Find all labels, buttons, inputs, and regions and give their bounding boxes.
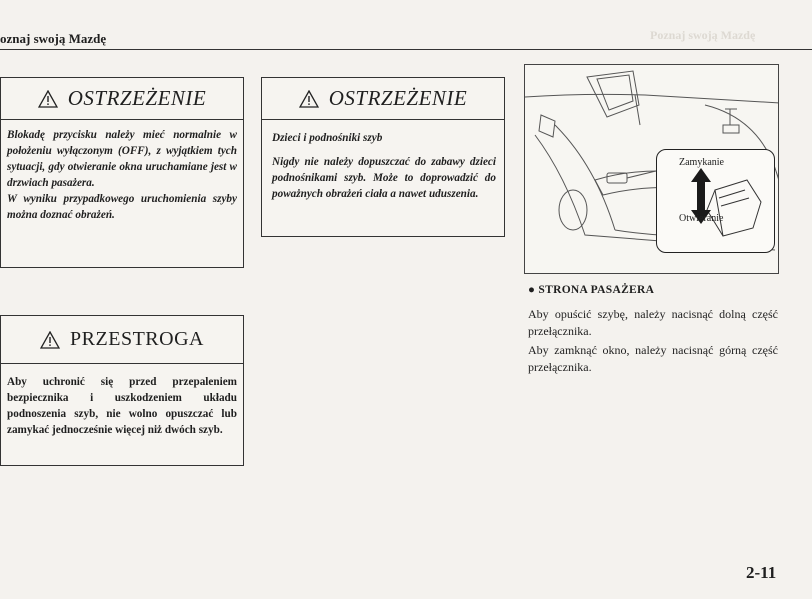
passenger-para-1: Aby opuścić szybę, należy nacisnąć dolną część przełącznika. xyxy=(528,307,778,338)
warning-box-2-body xyxy=(262,120,504,202)
passenger-para-2: Aby zamknąć okno, należy nacisnąć górną część przełącznika. xyxy=(528,343,778,374)
warning-box-2-title: OSTRZEŻENIE xyxy=(328,86,468,110)
caution-box xyxy=(0,315,244,466)
warning-box-1-header xyxy=(1,78,243,120)
section-title-passenger: ● STRONA PASAŻERA xyxy=(528,284,655,296)
warning-box-2-subhead: Dzieci i podnośniki szyb xyxy=(272,132,383,144)
caution-box-body xyxy=(1,364,243,438)
caution-box-para-1: Aby uchronić się przed przepaleniem bezpiecznika i uszkodzeniem układu podnoszenia szyb, nie wolno opuszczać lub zamykać jednocześnie więcej niż dwóch szyb. xyxy=(7,376,237,436)
warning-box-1-para-2: W wyniku przypadkowego uruchomienia szyby można doznać obrażeń. xyxy=(7,193,237,221)
page-number: 2-11 xyxy=(746,563,777,582)
warning-box-2-header xyxy=(262,78,504,120)
header-rule xyxy=(0,49,812,50)
caution-box-header xyxy=(1,316,243,364)
warning-box-2 xyxy=(261,77,505,237)
warning-box-1 xyxy=(0,77,244,268)
warning-triangle-icon xyxy=(38,90,58,108)
running-header: oznaj swoją Mazdę xyxy=(0,31,107,46)
warning-triangle-icon xyxy=(40,331,60,349)
warning-box-2-para-1: Nigdy nie należy dopuszczać do zabawy dzieci podnośnikami szyb. Może to doprowadzić do poważnych obrażeń ciała a nawet uduszenia. xyxy=(272,156,496,200)
switch-closeup xyxy=(657,150,776,254)
warning-box-1-body xyxy=(1,120,243,223)
caution-box-title: PRZESTROGA xyxy=(70,328,204,350)
bleed-through-header: Poznaj swoją Mazdę xyxy=(650,28,756,42)
label-close: Zamykanie xyxy=(679,157,724,168)
warning-box-1-para-1: Blokadę przycisku należy mieć normalnie w położeniu wyłączonym (OFF), z wyjątkiem tych sytuacji, gdy otwieranie okna uruchamiane jest w drzwiach pasażera. xyxy=(7,129,237,189)
switch-callout xyxy=(656,149,775,253)
warning-triangle-icon xyxy=(299,90,319,108)
label-open: Otwieranie xyxy=(679,213,724,224)
warning-box-1-title: OSTRZEŻENIE xyxy=(67,86,207,110)
